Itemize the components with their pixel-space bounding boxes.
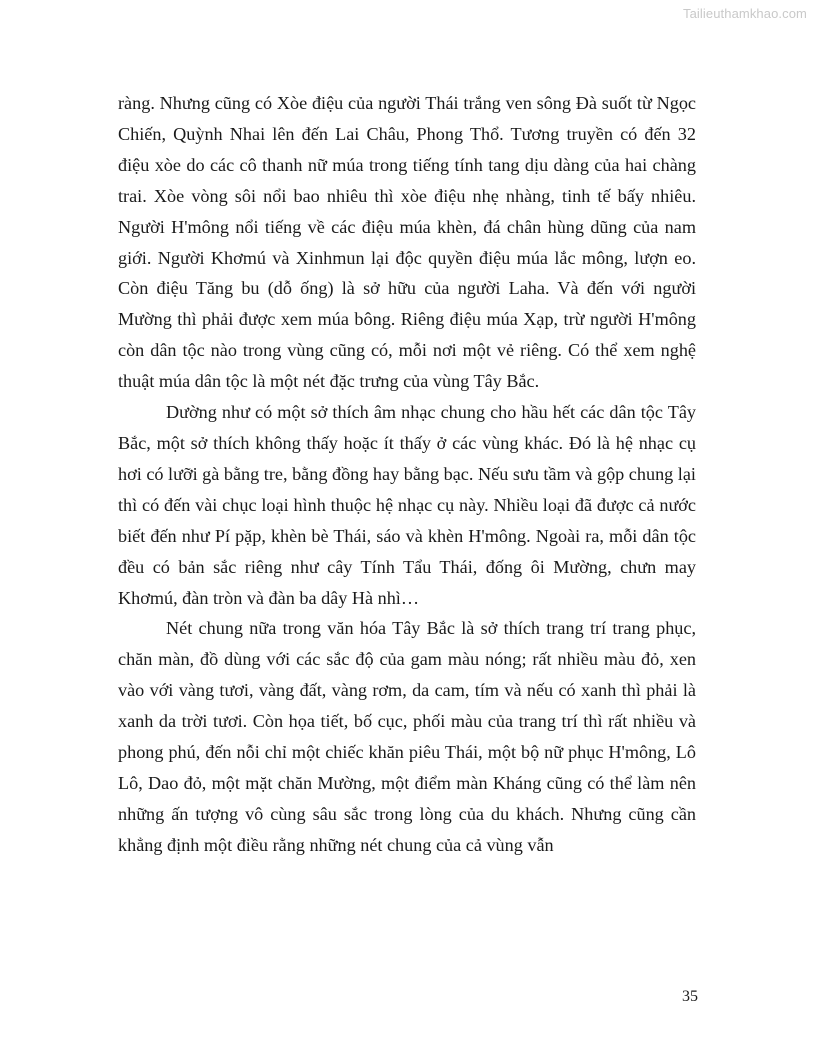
page-number: 35 [682,988,698,1005]
paragraph-music-instruments: Dường như có một sở thích âm nhạc chung cho hầu hết các dân tộc Tây Bắc, một sở thích không thấy hoặc ít thấy ở các vùng khác. Đó là hệ nhạc cụ hơi có lưỡi gà bằng tre, bằng đồng hay bằng bạc. Nếu sưu tầm và gộp chung lại thì có đến vài chục loại hình thuộc hệ nhạc cụ này. Nhiều loại đã được cả nước biết đến như Pí pặp, khèn bè Thái, sáo và khèn H'mông. Ngoài ra, mỗi dân tộc đều có bản sắc riêng như cây Tính Tẩu Thái, đống ôi Mường, chưn may Khơmú, đàn tròn và đàn ba dây Hà nhì… [118,402,696,608]
paragraph-dance-continued: ràng. Nhưng cũng có Xòe điệu của người Thái trắng ven sông Đà suốt từ Ngọc Chiến, Quỳnh Nhai lên đến Lai Châu, Phong Thổ. Tương truyền có đến 32 điệu xòe do các cô thanh nữ múa trong tiếng tính tang dịu dàng của hai chàng trai. Xòe vòng sôi nổi bao nhiêu thì xòe điệu nhẹ nhàng, tinh tế bấy nhiêu. Người H'mông nổi tiếng về các điệu múa khèn, đá chân hùng dũng của nam giới. Người Khơmú và Xinhmun lại độc quyền điệu múa lắc mông, lượn eo. Còn điệu Tăng bu (dỗ ống) là sở hữu của người Laha. Và đến với người Mường thì phải được xem múa bông. Riêng điệu múa Xạp, trừ người H'mông còn dân tộc nào trong vùng cũng có, mỗi nơi một vẻ riêng. Có thể xem nghệ thuật múa dân tộc là một nét đặc trưng của vùng Tây Bắc. [118,93,696,392]
page-body [118,88,696,861]
watermark: Tailieuthamkhao.com [682,6,807,21]
paragraph-decoration-colors: Nét chung nữa trong văn hóa Tây Bắc là sở thích trang trí trang phục, chăn màn, đồ dùng với các sắc độ của gam màu nóng; rất nhiều màu đỏ, xen vào với vàng tươi, vàng đất, vàng rơm, da cam, tím và nếu có xanh thì phải là xanh da trời tươi. Còn họa tiết, bố cục, phối màu của trang trí thì rất nhiều và phong phú, đến nỗi chỉ một chiếc khăn piêu Thái, một bộ nữ phục H'mông, Lô Lô, Dao đỏ, một mặt chăn Mường, một điểm màn Kháng cũng có thể làm nên những ấn tượng vô cùng sâu sắc trong lòng của du khách. Nhưng cũng cần khẳng định một điều rằng những nét chung của cả vùng vẫn [118,618,696,855]
